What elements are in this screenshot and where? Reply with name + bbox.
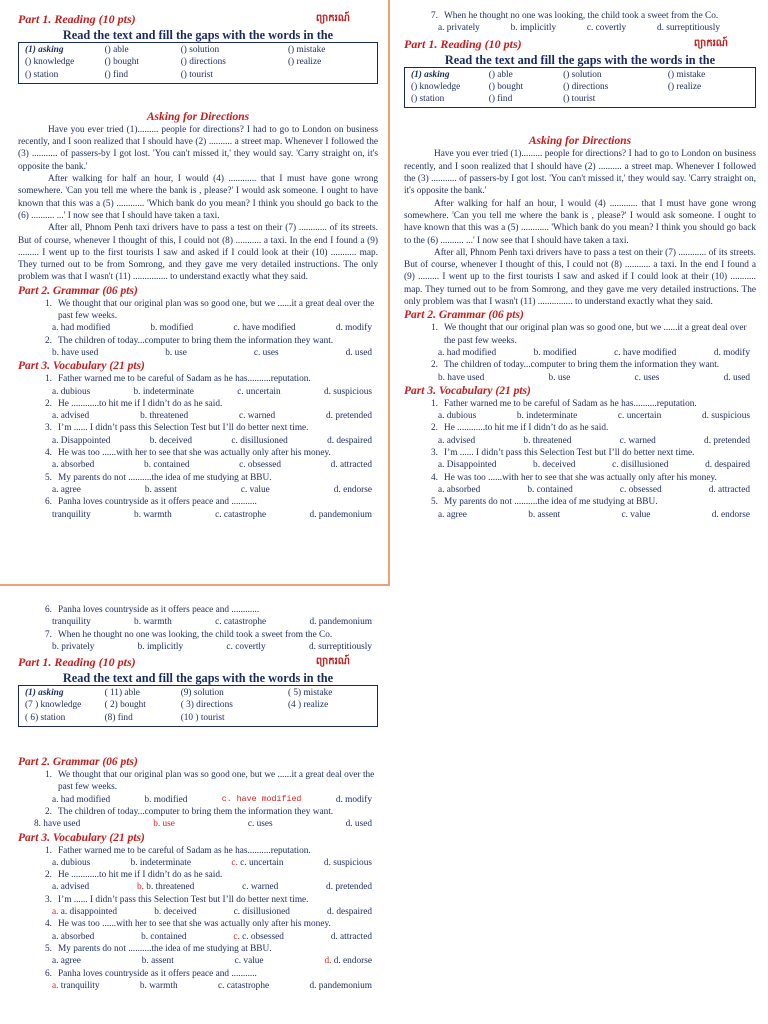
answer-options: a. absorbed b. contained c. obsessed d. attracted (52, 460, 372, 471)
passage-title: Asking for Directions (146, 110, 250, 123)
sheet-2 (404, 10, 756, 521)
word-item: () tourist (180, 69, 213, 80)
word-item: () realize (287, 57, 322, 68)
question: 7. When he thought no one was looking, the child took a sweet from the Co. (431, 11, 719, 21)
word-item: (9) solution (180, 688, 224, 699)
answer-options: b. have used b. use c. uses d. used (438, 372, 750, 383)
answer-options: a. agree b. assent c. value d. endorse (52, 484, 372, 495)
answer-options: a. had modified b. modified c. have modified d. modify (52, 323, 372, 334)
khmer-label: ព្យាករណ៍ (315, 13, 350, 24)
answer-options: b. have used b. use c. uses d. used (52, 347, 372, 358)
question: 2. The children of today...computer to bring them the information they want. (45, 335, 334, 346)
answer-options: a. advised b. b. threatened c. warned d. pretended (52, 882, 372, 893)
question: 2. He ............to hit me if I didn’t do as he said. (431, 423, 609, 434)
question: 4. He was too ......with her to see that she was actually only after his money. (45, 919, 331, 930)
part3-heading: Part 3. Vocabulary (21 pts) (18, 831, 145, 844)
question: 6. Panha loves countryside as it offers peace and ............ (45, 605, 260, 615)
question: 1. We thought that our original plan was so good one, but we ......it a great deal over the past few weeks. (431, 323, 747, 346)
word-box-answered (18, 685, 378, 727)
question: 1. We thought that our original plan was so good one, but we ......it a great deal over the past few weeks. (45, 770, 375, 793)
word-item: (10 ) tourist (180, 712, 225, 723)
word-item: (8) find (104, 712, 133, 723)
word-item: ( 2) bought (104, 700, 146, 711)
word-item: ( 11) able (104, 688, 140, 699)
word-item: (1) asking (411, 69, 450, 80)
word-item: () find (104, 69, 129, 80)
word-item: () directions (180, 57, 226, 68)
word-item: (1) asking (25, 45, 64, 55)
passage-paragraph: Have you ever tried (1)......... people for directions? I had to go to London on business recently, and I soon realized that I should have (2) .......... a street map. Whenever I followed the (3) ........... of passers-by I got lost. 'You can't missed it,' they would say. 'Carry straight on, it's opposite the bank.' (404, 149, 756, 197)
marked-answer: b. (136, 882, 144, 893)
passage-paragraph: After all, Phnom Penh taxi drivers have to pass a test on their (7) ............ of its streets. But of course, whenever I thought of this, I could not (8) ........... a taxi. In the end I found a (9) ......... I went up to the first tourists I saw and asked if I could look at their (10) ........... map. They turned out to be from Somrong, and they gave me very detailed instructions. The only problem was that I wasn't (11) ............... to understand exactly what they said. (404, 247, 756, 308)
marked-answer: c. have modified (221, 794, 302, 804)
word-item: (1) asking (25, 688, 64, 699)
question: 2. He ............to hit me if I didn’t do as he said. (45, 398, 223, 409)
answer-options: a. agree b. assent c. value d. d. endorse (52, 956, 372, 967)
question: 3. I’m ...... I didn’t pass this Selection Test but I’ll do better next time. (431, 448, 695, 459)
answer-options: a. absorbed b. contained c. obsessed d. attracted (438, 484, 750, 495)
answer-options: a. absorbed b. contained c. c. obsessed d. attracted (52, 931, 372, 942)
word-item: () directions (563, 81, 609, 92)
question: 1. Father warned me to be careful of Sadam as he has..........reputation. (431, 398, 697, 409)
question: 2. The children of today...computer to bring them the information they want. (45, 806, 334, 817)
word-item: () mistake (667, 69, 706, 80)
part2-heading: Part 2. Grammar (06 pts) (18, 756, 138, 769)
answer-options: a. Disappointed b. deceived c. disillusioned d. despaired (52, 435, 372, 446)
sheet-3 (18, 604, 378, 992)
question: 1. Father warned me to be careful of Sadam as he has..........reputation. (45, 845, 311, 856)
question: 6. Panha loves countryside as it offers peace and ........... (45, 497, 257, 508)
sheet-1 (18, 10, 378, 521)
word-item: ( 6) station (25, 712, 66, 723)
answer-options: 8. have used b. use c. uses d. used (34, 819, 372, 830)
marked-answer: b. use (153, 819, 175, 830)
word-item: () station (411, 94, 445, 105)
part3-heading: Part 3. Vocabulary (21 pts) (404, 384, 531, 397)
word-item: () realize (667, 81, 702, 92)
question: 6. Panha loves countryside as it offers peace and ........... (45, 968, 257, 979)
answer-options: a. advised b. threatened c. warned d. pretended (52, 411, 372, 422)
word-item: () knowledge (25, 57, 75, 68)
answer-options: tranquility b. warmth c. catastrophe d. pandemonium (52, 617, 372, 628)
passage-paragraph: After walking for half an hour, I would (4) ............ that I must have gone wrong somewhere. 'Can you tell me where the bank is , please?' I would ask someone. I ought to have known that this was a (5) ............ 'Which bank do you mean? I think you should go back to the (6) .......... ...' I now see that I should have taken a taxi. (18, 174, 378, 221)
question: 7. When he thought no one was looking, the child took a sweet from the Co. (45, 629, 333, 640)
vertical-divider (388, 0, 390, 584)
part3-heading: Part 3. Vocabulary (21 pts) (18, 360, 145, 373)
instruction: Read the text and fill the gaps with the words in the (62, 671, 334, 686)
answer-options: a. Disappointed b. deceived c. disillusioned d. despaired (438, 460, 750, 471)
answer-options: a. a. disappointed b. deceived c. disillusioned d. despaired (52, 907, 372, 918)
part2-heading: Part 2. Grammar (06 pts) (404, 309, 524, 322)
answer-options: a. advised b. threatened c. warned d. pretended (438, 435, 750, 446)
question: 4. He was too ......with her to see that she was actually only after his money. (45, 448, 331, 459)
instruction: Read the text and fill the gaps with the words in the (444, 52, 716, 67)
word-box (404, 67, 756, 109)
word-box (18, 42, 378, 84)
word-item: () mistake (287, 45, 326, 55)
marked-answer: a. (52, 980, 59, 991)
word-item: (4 ) realize (287, 700, 329, 711)
answer-options: a. agree b. assent c. value d. endorse (438, 509, 750, 520)
marked-answer: c. (233, 931, 240, 942)
question: 3. I’m ...... I didn’t pass this Selection Test but I’ll do better next time. (45, 423, 309, 434)
instruction: Read the text and fill the gaps with the words in the (62, 28, 334, 42)
marked-answer: c. (231, 857, 238, 868)
answer-options: a. privately b. implicitly c. covertly d. surreptitiously (438, 23, 720, 34)
passage-paragraph: Have you ever tried (1)......... people for directions? I had to go to London on business recently, and I soon realized that I should have (2) .......... a street map. Whenever I followed the (3) ........... of passers-by I got lost. 'You can't missed it,' they would say. 'Carry straight on, it's opposite the bank.' (18, 124, 378, 172)
part1-heading: Part 1. Reading (10 pts) ព្យាករណ៍ (18, 655, 378, 669)
answer-options: a. dubious b. indeterminate c. uncertain d. suspicious (52, 386, 372, 397)
khmer-label: ព្យាករណ៍ (693, 37, 728, 49)
question: 2. The children of today...computer to bring them the information they want. (431, 360, 720, 371)
passage-title: Asking for Directions (528, 135, 632, 148)
word-item: () find (488, 94, 513, 105)
answer-options: a. dubious b. indeterminate c. c. uncertain d. suspicious (52, 857, 372, 868)
word-item: (7 ) knowledge (25, 700, 82, 711)
word-item: () tourist (563, 94, 596, 105)
question: 2. He ............to hit me if I didn’t do as he said. (45, 870, 223, 881)
part1-heading: Part 1. Reading (10 pts) ព្យាករណ៍ (404, 37, 756, 51)
answer-options: a. tranquility b. warmth c. catastrophe d. pandemonium (52, 980, 372, 991)
word-item: ( 5) mistake (287, 688, 333, 699)
answer-options: a. had modified b. modified c. have modified d. modify (52, 794, 372, 805)
question: 5. My parents do not ..........the idea of me studying at BBU. (45, 472, 272, 483)
word-item: () knowledge (411, 81, 461, 92)
word-item: () bought (104, 57, 139, 68)
question: 3. I’m ...... I didn’t pass this Selection Test but I’ll do better next time. (45, 894, 309, 905)
part2-heading: Part 2. Grammar (06 pts) (18, 284, 138, 297)
word-item: () able (104, 45, 129, 55)
word-item: ( 3) directions (180, 700, 233, 711)
question: 5. My parents do not ..........the idea of me studying at BBU. (431, 497, 658, 508)
word-item: () solution (563, 69, 602, 80)
question: 4. He was too ......with her to see that she was actually only after his money. (431, 472, 717, 483)
answer-options: tranquility b. warmth c. catastrophe d. pandemonium (52, 509, 372, 520)
answer-options: b. privately b. implicitly c. covertly d. surreptitiously (52, 641, 372, 652)
question: 1. We thought that our original plan was so good one, but we ......it a great deal over the past few weeks. (45, 298, 375, 322)
word-item: () able (488, 69, 513, 80)
marked-answer: d. (324, 956, 332, 967)
passage-paragraph: After walking for half an hour, I would (4) ............ that I must have gone wrong somewhere. 'Can you tell me where the bank is , please?' I would ask someone. I ought to have known that this was a (5) ............ 'Which bank do you mean? I think you should go back to the (6) .......... ...' I now see that I should have taken a taxi. (404, 198, 756, 246)
khmer-label: ព្យាករណ៍ (315, 656, 350, 668)
word-item: () bought (488, 81, 524, 92)
word-item: () solution (180, 45, 220, 55)
question: 1. Father warned me to be careful of Sadam as he has..........reputation. (45, 374, 311, 385)
part1-heading: Part 1. Reading (10 pts) ព្យាករណ៍ (18, 12, 378, 26)
horizontal-divider (0, 584, 390, 586)
passage-paragraph: After all, Phnom Penh taxi drivers have to pass a test on their (7) ............ of its streets. But of course, whenever I thought of this, I could not (8) ........... a taxi. In the end I found a (9) ......... I went up to the first tourists I saw and asked if I could look at their (10) ........... map. They turned out to be from Somrong, and they gave me very detailed instructions. The only problem was that I wasn't (11) ............... to understand exactly what they said. (18, 223, 378, 283)
answer-options: a. dubious b. indeterminate c. uncertain d. suspicious (438, 411, 750, 422)
answer-options: a. had modified b. modified c. have modified d. modify (438, 347, 750, 358)
marked-answer: a. (52, 907, 59, 918)
question: 5. My parents do not ..........the idea of me studying at BBU. (45, 943, 272, 954)
word-item: () station (25, 69, 59, 80)
